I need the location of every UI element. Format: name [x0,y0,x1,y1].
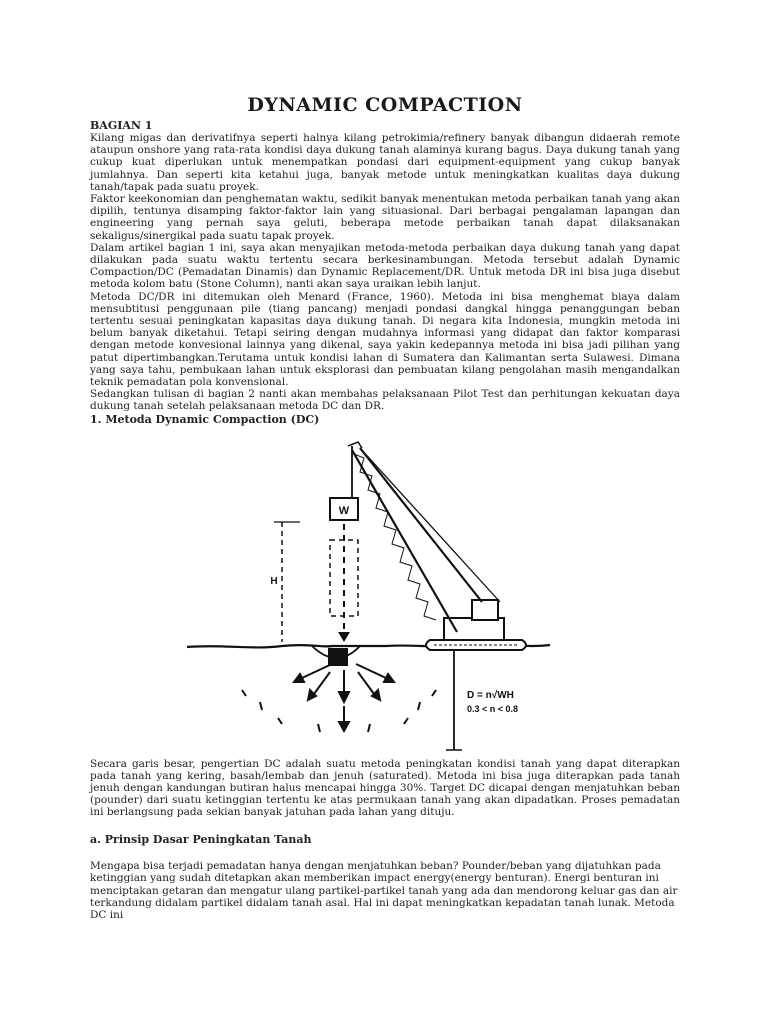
document-title: DYNAMIC COMPACTION [247,94,523,116]
paragraph-2: Faktor keekonomian dan penghematan waktu, sedikit banyak menentukan metoda perbaikan tanah yang akan dipilih, tentunya disamping faktor-faktor lain yang situasional. Dari berbagai pengalaman lapangan dan engineering yang pernah saya geluti, beberapa metode perbaikan tanah dapat dilaksanakan sekaligus/sinergikal pada suatu tapak proyek. [90,193,680,242]
crane-housing [472,600,498,620]
weight-label: W [338,504,350,517]
fall-arrow [338,632,350,642]
dynamic-compaction-figure [182,432,552,752]
wave-front-marks [242,690,436,732]
paragraph-4: Metoda DC/DR ini ditemukan oleh Menard (France, 1960). Metoda ini bisa menghemat biaya dalam mensubtitusi penggunaan pile (tiang pancang) menjadi pondasi dangkal hingga penanggungan beban tertentu sesuai peningkatan kapasitas daya dukung tanah. Di negara kita Indonesia, mungkin metoda ini belum banyak diketahui. Tetapi seiring dengan mudahnya informasi yang didapat dan faktor komparasi dengan metode konvesional lainnya yang dikenal, saya yakin kedepannya metoda ini bisa jadi pilihan yang patut dipertimbangkan.Terutama untuk kondisi lahan di Sumatera dan Kalimantan serta Sulawesi. Dimana yang saya tahu, pembukaan lahan untuk eksplorasi dan pembuatan kilang pengolahan masih mengandalkan teknik pemadatan pola konvensional. [90,290,680,389]
paragraph-3: Dalam artikel bagian 1 ini, saya akan menyajikan metoda-metoda perbaikan daya dukung tanah yang dapat dilakukan pada suatu waktu tertentu secara berkesinambungan. Metoda tersebut adalah Dynamic Compaction/DC (Pemadatan Dinamis) dan Dynamic Replacement/DR. Untuk metoda DR ini bisa juga disebut metoda kolom batu (Stone Column), nanti akan saya uraikan lebih lanjut. [90,241,680,291]
paragraph-5: Sedangkan tulisan di bagian 2 nanti akan membahas pelaksanaan Pilot Test dan perhitungan kekuatan daya dukung tanah setelah pelaksanaan metoda DC dan DR. [90,388,680,413]
document-page [90,94,680,922]
paragraph-after-figure: Secara garis besar, pengertian DC adalah suatu metoda peningkatan kondisi tanah yang dapat diterapkan pada tanah yang kering, basah/lembab dan jenuh (saturated). Metoda ini bisa juga diterapkan pada tanah jenuh dengan kandungan butiran halus mencapai hingga 30%. Target DC dicapai dengan menjatuhkan beban (pounder) dari suatu ketinggian tertentu ke atas permukaan tanah yang akan dipadatkan. Proses pemadatan ini berlangsung pada sekian banyak jatuhan pada lahan yang dituju. [90,757,680,819]
heading-dynamic-compaction: 1. Metoda Dynamic Compaction (DC) [90,412,320,426]
formula-line-2: 0.3 < n < 0.8 [467,703,519,714]
boom-right [360,448,482,602]
crane-cab [444,618,504,640]
formula-line-1: D = n√WH [467,689,514,701]
paragraph-1: Kilang migas dan derivatifnya seperti halnya kilang petrokimia/refinery banyak dibangun didaerah remote ataupun onshore yang rata-rata kondisi daya dukung tanah alaminya kurang bagus. Daya dukung tanah yang cukup kuat diperlukan untuk menempatkan pondasi dari equipment-equipment yang cukup banyak jumlahnya. Dan seperti kita ketahui juga, banyak metode untuk meningkatkan kualitas daya dukung tanah/tapak pada suatu proyek. [90,132,680,193]
boom-left [352,450,457,632]
section-label: BAGIAN 1 [90,119,153,132]
height-label: H [270,575,278,587]
pounder-impact [328,648,348,666]
boom-lattice [354,454,436,620]
shock-wave-arrows [294,664,394,731]
subheading-principles: a. Prinsip Dasar Peningkatan Tanah [90,832,312,846]
paragraph-final: Mengapa bisa terjadi pemadatan hanya dengan menjatuhkan beban? Pounder/beban yang dijatuhkan pada ketinggian yang sudah ditetapkan akan memberikan impact energy(energy benturan). Energi benturan ini menciptakan getaran dan mengatur ulang partikel-partikel tanah yang ada dan mendorong keluar gas dan air terkandung didalam partikel didalam tanah asal. Hal ini dapat meningkatkan kepadatan tanah lunak. Metoda DC ini [90,859,678,922]
crane-diagram [182,432,552,752]
